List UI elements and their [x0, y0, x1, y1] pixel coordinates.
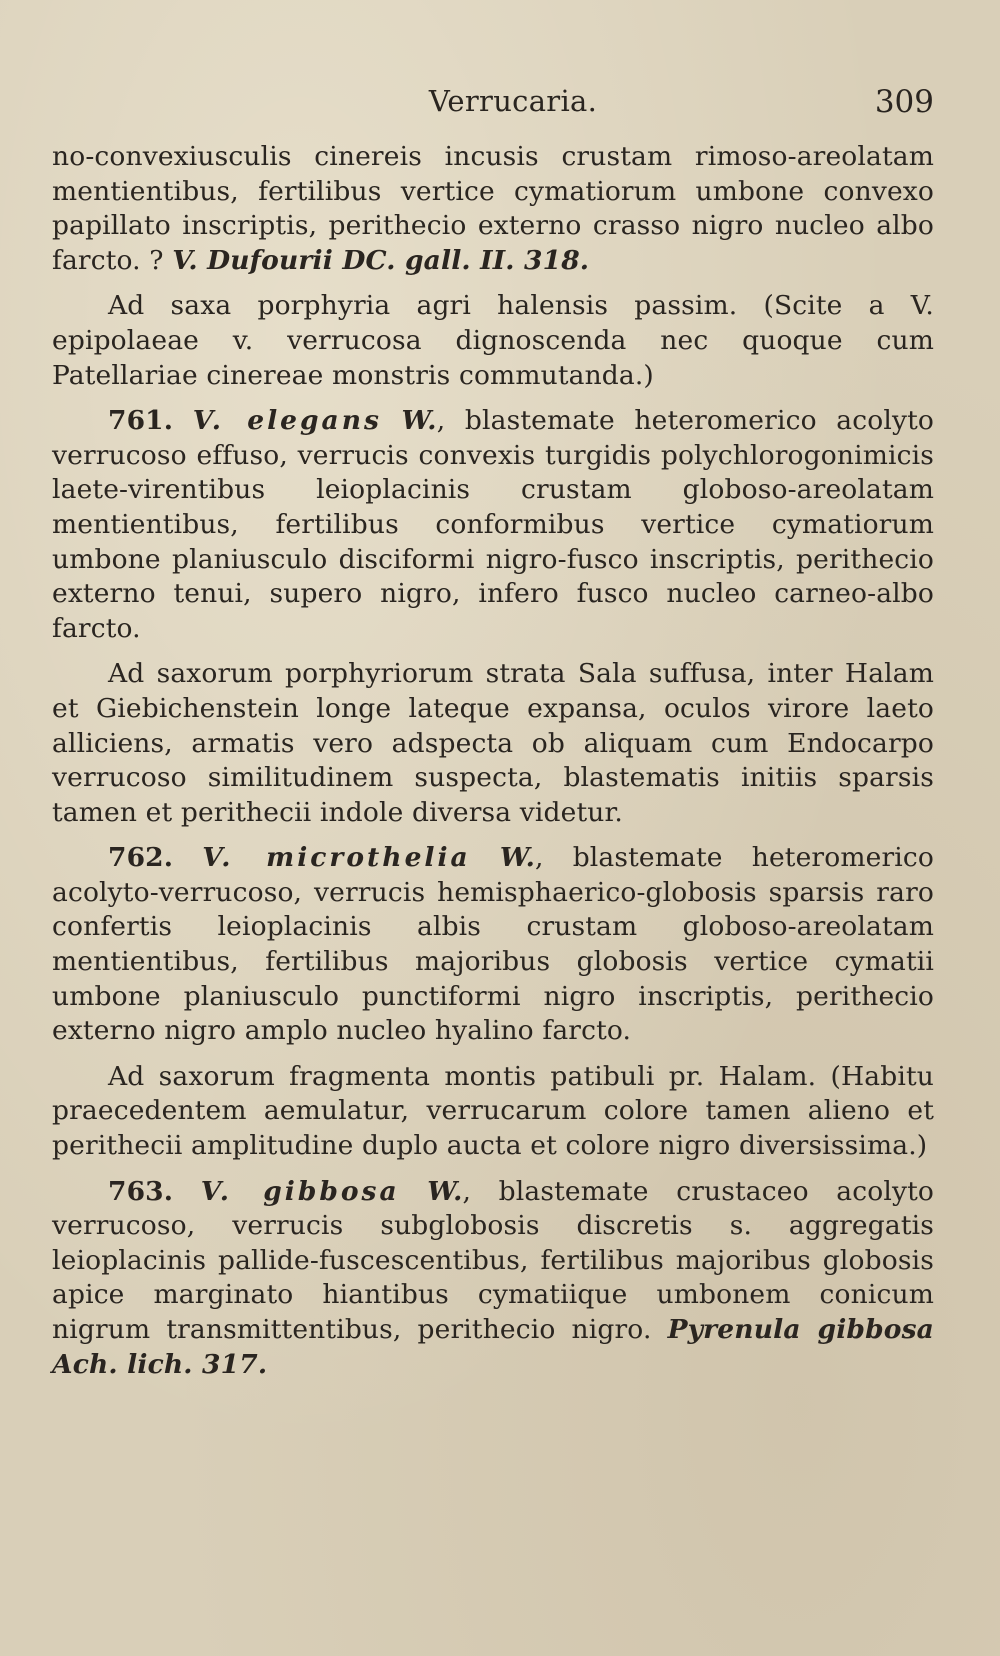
species-name: V. microthelia [202, 842, 471, 874]
page-number: 309 [874, 84, 934, 120]
species-entry-761 [52, 404, 934, 646]
species-name: V. elegans [192, 405, 382, 437]
paragraph-habitat [52, 1060, 934, 1164]
paragraph-text: Ad saxorum fragmenta montis patibuli pr. Halam. (Habitu praecedentem aemulatur, verrucarum colore tamen alieno et perithecii amplitudine duplo aucta et colore nigro diversissima.) [52, 1060, 934, 1162]
species-number: 763. [108, 1175, 174, 1207]
paragraph-continuation [52, 140, 934, 278]
species-description: , blastemate heteromerico acolyto-verrucoso, verrucis hemisphaerico-globosis sparsis raro confertis leioplacinis albis crustam globoso-areolatam mentientibus, fertilibus majoribus globosis vertice cymatii umbone planiusculo punctiformi nigro inscriptis, perithecio externo nigro amplo nucleo hyalino farcto. [52, 842, 934, 1047]
species-description: , blastemate heteromerico acolyto verrucoso effuso, verrucis convexis turgidis polychlorogonimicis laete-virentibus leioplacinis crustam globoso-areolatam mentientibus, fertilibus conformibus vertice cymatiorum umbone planiusculo disciformi nigro-fusco inscriptis, perithecio externo tenui, supero nigro, infero fusco nucleo carneo-albo farcto. [52, 405, 934, 644]
species-entry-762 [52, 841, 934, 1049]
species-author: W. [401, 405, 437, 437]
paragraph-text: no-convexiusculis cinereis incusis crustam rimoso-areolatam mentientibus, fertilibus vertice cymatiorum umbone convexo papillato inscriptis, perithecio externo crasso nigro nucleo albo farcto. ? [52, 141, 934, 276]
body-text [52, 140, 934, 1382]
species-name: V. gibbosa [200, 1175, 400, 1207]
reference-citation: Pyrenula gibbosa Ach. lich. 317. [52, 1314, 934, 1380]
species-author: W. [427, 1175, 463, 1207]
species-description: , blastemate crustaceo acolyto verrucoso, verrucis subglobosis discretis s. aggregatis leioplacinis pallide-fuscescentibus, fertilibus majoribus globosis apice marginato hiantibus cymatiique umbonem conicum nigrum transmittentibus, perithecio nigro. [52, 1175, 935, 1345]
reference-citation: V. Dufourii DC. gall. II. 318. [172, 244, 590, 276]
species-author: W. [499, 842, 536, 874]
paragraph-text: Ad saxa porphyria agri halensis passim. (Scite a V. epipolaeae v. verrucosa dignoscenda nec quoque cum Patellariae cinereae monstris commutanda.) [52, 290, 934, 391]
page-header [52, 84, 934, 128]
running-title: Verrucaria. [428, 84, 598, 118]
paragraph-text: Ad saxorum porphyriorum strata Sala suffusa, inter Halam et Giebichenstein longe lateque expansa, oculos virore laeto alliciens, armatis vero adspecta ob aliquam cum Endocarpo verrucoso similitudinem suspecta, blastematis initiis sparsis tamen et perithecii indole diversa videtur. [52, 658, 934, 828]
species-entry-763 [52, 1175, 934, 1383]
paragraph-habitat [52, 657, 934, 830]
species-number: 762. [108, 842, 174, 874]
paragraph-habitat [52, 289, 934, 393]
species-number: 761. [108, 405, 174, 437]
